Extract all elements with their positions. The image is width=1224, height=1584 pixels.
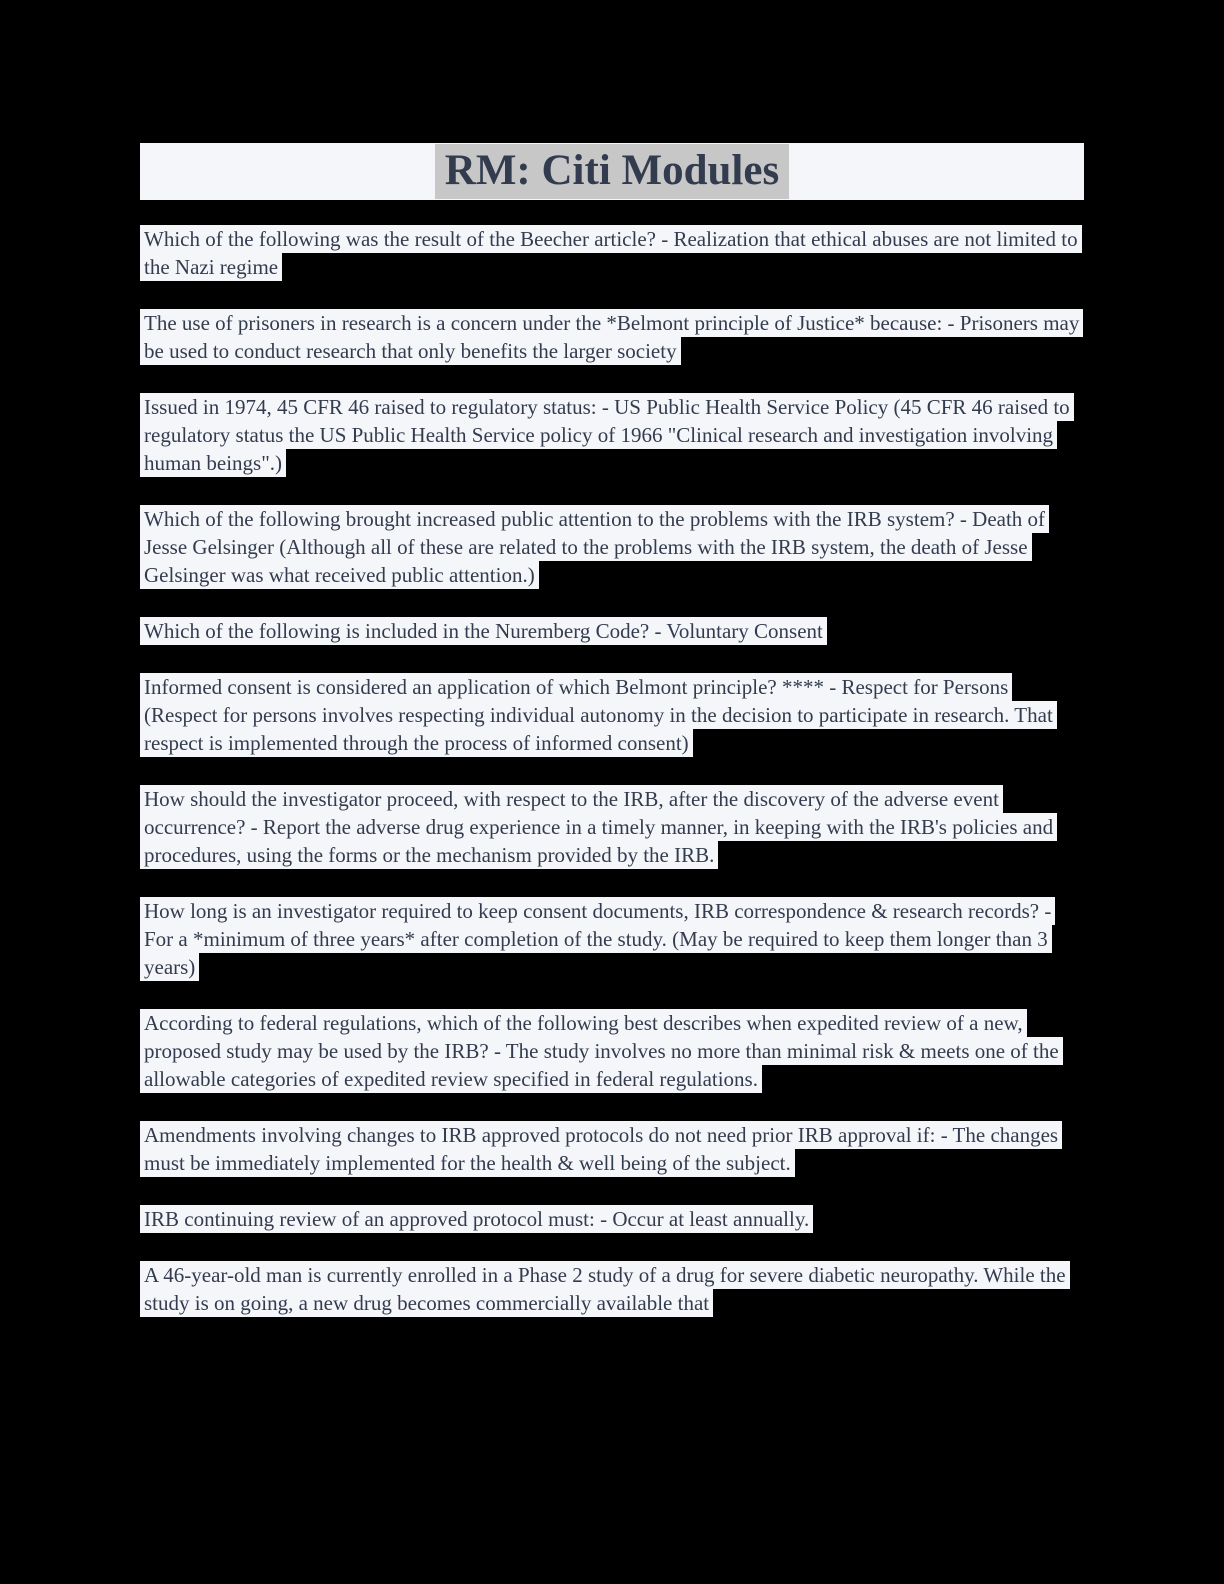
qa-text: The use of prisoners in research is a concern under the *Belmont principle of Justice* because: - Prisoners may be used to conduct research that only benefits the larger society <box>140 309 1083 365</box>
page-title: RM: Citi Modules <box>435 144 789 199</box>
title-banner <box>140 143 1084 200</box>
qa-paragraph <box>140 1009 1084 1093</box>
qa-paragraph <box>140 1205 1084 1233</box>
qa-text: IRB continuing review of an approved protocol must: - Occur at least annually. <box>140 1205 813 1233</box>
qa-text: A 46-year-old man is currently enrolled in a Phase 2 study of a drug for severe diabetic neuropathy. While the study is on going, a new drug becomes commercially available that <box>140 1261 1070 1317</box>
qa-text: How should the investigator proceed, with respect to the IRB, after the discovery of the adverse event occurrence? - Report the adverse drug experience in a timely manner, in keeping with the IRB's policies and procedures, using the forms or the mechanism provided by the IRB. <box>140 785 1057 869</box>
qa-paragraph <box>140 505 1084 589</box>
qa-paragraph <box>140 897 1084 981</box>
qa-text: Which of the following was the result of the Beecher article? - Realization that ethical abuses are not limited to the Nazi regime <box>140 225 1082 281</box>
qa-paragraph <box>140 785 1084 869</box>
qa-text: According to federal regulations, which of the following best describes when expedited review of a new, proposed study may be used by the IRB? - The study involves no more than minimal risk & meets one of the allowable categories of expedited review specified in federal regulations. <box>140 1009 1063 1093</box>
qa-text: How long is an investigator required to keep consent documents, IRB correspondence & research records? - For a *minimum of three years* after completion of the study. (May be required to keep them longer than 3 years) <box>140 897 1055 981</box>
document-page <box>140 0 1084 1317</box>
qa-text: Informed consent is considered an application of which Belmont principle? **** - Respect for Persons (Respect for persons involves respecting individual autonomy in the decision to participate in research. That respect is implemented through the process of informed consent) <box>140 673 1057 757</box>
qa-paragraph <box>140 617 1084 645</box>
qa-text: Issued in 1974, 45 CFR 46 raised to regulatory status: - US Public Health Service Policy (45 CFR 46 raised to regulatory status the US Public Health Service policy of 1966 "Clinical research and investigation involving human beings".) <box>140 393 1074 477</box>
qa-list <box>140 225 1084 1317</box>
qa-paragraph <box>140 393 1084 477</box>
qa-paragraph <box>140 1261 1084 1317</box>
qa-paragraph <box>140 1121 1084 1177</box>
qa-text: Which of the following is included in the Nuremberg Code? - Voluntary Consent <box>140 617 827 645</box>
qa-paragraph <box>140 225 1084 281</box>
qa-paragraph <box>140 309 1084 365</box>
qa-text: Amendments involving changes to IRB approved protocols do not need prior IRB approval if: - The changes must be immediately implemented for the health & well being of the subject. <box>140 1121 1062 1177</box>
qa-text: Which of the following brought increased public attention to the problems with the IRB system? - Death of Jesse Gelsinger (Although all of these are related to the problems with the IRB system, the death of Jesse Gelsinger was what received public attention.) <box>140 505 1049 589</box>
qa-paragraph <box>140 673 1084 757</box>
